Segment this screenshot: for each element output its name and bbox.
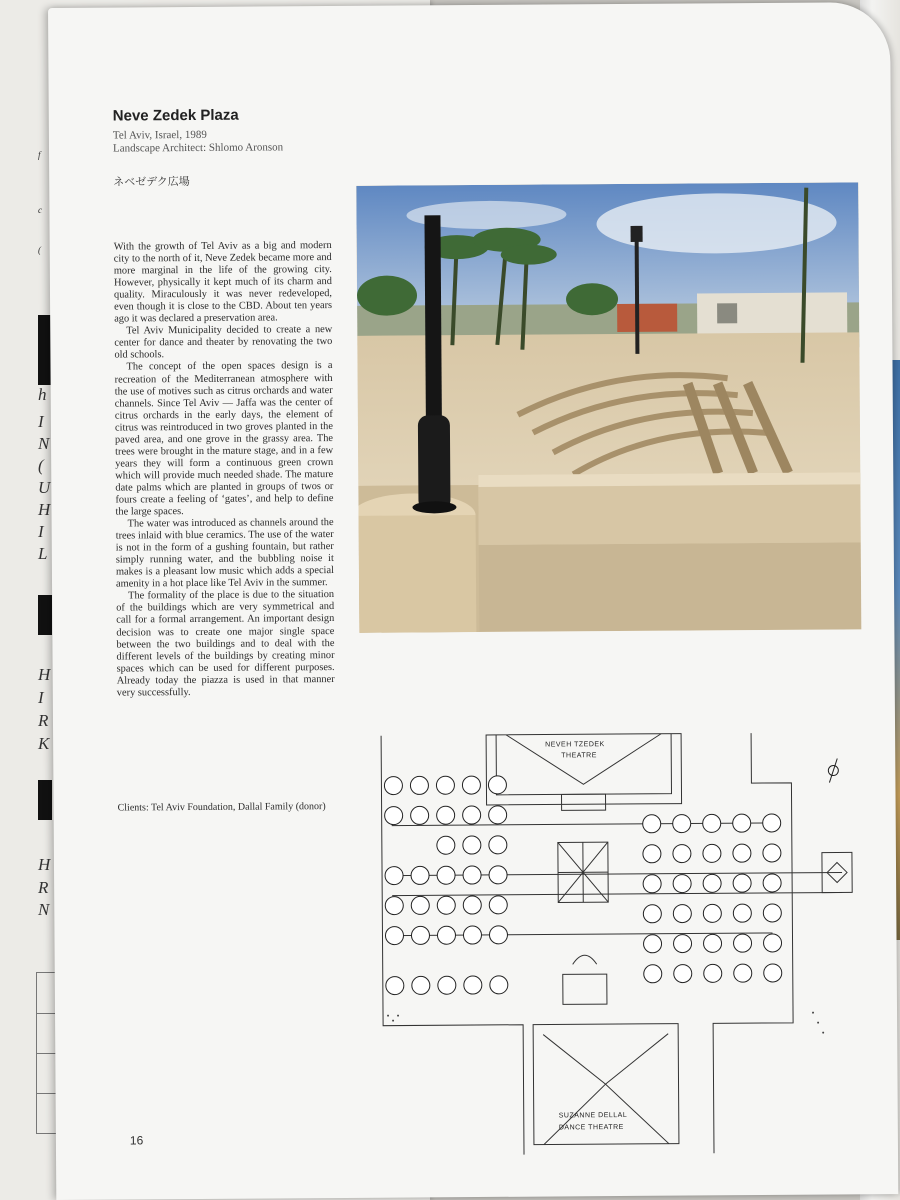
- article-body: [114, 240, 335, 699]
- tree-symbol: [763, 904, 781, 922]
- tree-symbol: [643, 935, 661, 953]
- location-year: Tel Aviv, Israel, 1989: [112, 128, 207, 142]
- north-arrow-icon: [828, 759, 838, 783]
- article-title: Neve Zedek Plaza: [112, 106, 239, 125]
- tree-symbol: [733, 814, 751, 832]
- page-fragment: H: [38, 665, 51, 684]
- black-tab: [38, 780, 52, 820]
- tree-symbol: [733, 934, 751, 952]
- paragraph: The concept of the open spaces design is a recreation of the Mediterranean atmosphere with the use of motives such as citrus orchards and water channels. Since Tel Aviv — Jaffa was the center of citrus orchards in the early days, the element of citrus was reintroduced in two groves planted in the paved area, and one grove in the grassy area. The trees were brought in the mature stage, and in a few years they will form a continuous green crown which will provide much needed shade. The mature date palms which are planted in groups of twos or fours create a feeling of ‘gates’, and help to define the large spaces.: [114, 360, 334, 518]
- paragraph: The formality of the place is due to the situation of the buildings which are very symmetrical and call for a formal arrangement. An important design decision was to create one major single space between the two buildings and to deal with the different levels of the buildings by creating minor spaces which can be used for different purposes. Already today the piazza is used in that manner very successfully.: [116, 589, 335, 699]
- site-plan: [371, 722, 864, 1155]
- page-fragment: c: [38, 205, 42, 215]
- tree-symbol: [411, 806, 429, 824]
- tree-symbol: [733, 844, 751, 862]
- page-fragment: (: [38, 456, 44, 475]
- tree-symbol: [489, 836, 507, 854]
- page-fragment: R: [38, 878, 49, 897]
- tree-symbol: [763, 934, 781, 952]
- plan-label-bottom-line2: DANCE THEATRE: [558, 1124, 624, 1132]
- page-fragment: I: [38, 688, 44, 707]
- magazine-page: [48, 2, 898, 1200]
- tree-symbol: [462, 776, 480, 794]
- tree-symbol: [438, 976, 456, 994]
- tree-symbol: [489, 806, 507, 824]
- tree-symbol: [733, 904, 751, 922]
- tree-symbol: [703, 814, 721, 832]
- tree-symbol: [643, 845, 661, 863]
- tree-symbol: [410, 776, 428, 794]
- tree-symbol: [673, 935, 691, 953]
- tree-symbol: [385, 867, 403, 885]
- tree-symbol: [464, 976, 482, 994]
- architect-credit: Landscape Architect: Shlomo Aronson: [112, 141, 284, 155]
- plan-label-top-line1: NEVEH TZEDEK: [545, 741, 605, 749]
- tree-symbol: [463, 866, 481, 884]
- tree-symbol: [437, 896, 455, 914]
- clients-credit: Clients: Tel Aviv Foundation, Dallal Family (donor): [117, 801, 326, 814]
- page-fragment: K: [38, 734, 50, 753]
- tree-symbol: [644, 965, 662, 983]
- tree-symbol: [411, 896, 429, 914]
- tree-symbol: [643, 875, 661, 893]
- tree-symbol: [386, 977, 404, 995]
- tree-symbol: [463, 896, 481, 914]
- tree-symbol: [704, 964, 722, 982]
- page-fragment: I: [38, 412, 44, 431]
- tree-symbol: [734, 964, 752, 982]
- tree-symbol: [764, 964, 782, 982]
- tree-symbol: [703, 844, 721, 862]
- page-fragment: (: [38, 245, 41, 255]
- tree-symbol: [437, 836, 455, 854]
- page-fragment: N: [38, 900, 50, 919]
- tree-symbol: [463, 836, 481, 854]
- tree-symbol: [643, 815, 661, 833]
- tree-symbol: [703, 934, 721, 952]
- tree-symbol: [673, 845, 691, 863]
- tree-symbol: [463, 806, 481, 824]
- plan-label-bottom-line1: SUZANNE DELLAL: [558, 1111, 628, 1120]
- page-fragment: L: [38, 544, 48, 563]
- paragraph: Tel Aviv Municipality decided to create a new center for dance and theater by renovating the two old schools.: [114, 324, 333, 361]
- paragraph: The water was introduced as channels around the trees inlaid with blue ceramics. The use of the water is not in the form of a gushing fountain, but rather simply running water, and the bubbling noise it makes is a pleasant low music which adds a special amenity in a hot place like Tel Aviv in the summer.: [115, 517, 334, 590]
- page-fragment: I: [38, 522, 44, 541]
- tree-symbol: [674, 965, 692, 983]
- tree-symbol: [490, 976, 508, 994]
- plaza-photo: [356, 182, 861, 632]
- tree-symbol: [488, 776, 506, 794]
- tree-symbol: [411, 866, 429, 884]
- tree-symbol: [463, 926, 481, 944]
- tree-symbol: [385, 807, 403, 825]
- tree-symbol: [436, 776, 454, 794]
- tree-symbol: [437, 806, 455, 824]
- page-fragment: N: [38, 434, 50, 453]
- tree-symbol: [385, 927, 403, 945]
- page-fragment: h: [38, 385, 47, 404]
- tree-symbol: [489, 866, 507, 884]
- japanese-title: ネベゼデク広場: [113, 175, 190, 189]
- tree-symbol: [673, 815, 691, 833]
- tree-symbol: [489, 896, 507, 914]
- tree-symbol: [703, 874, 721, 892]
- tree-symbol: [733, 874, 751, 892]
- plan-label-top-line2: THEATRE: [561, 752, 597, 760]
- paragraph: With the growth of Tel Aviv as a big and modern city to the north of it, Neve Zedek became more and more marginal in the life of the growing city. However, physically it kept much of its charm and quality. Miraculously it was never redeveloped, even though it is close to the CBD. About ten years ago it was declared a preservation area.: [113, 240, 333, 325]
- black-tab: [38, 595, 52, 635]
- tree-symbol: [437, 866, 455, 884]
- tree-symbol: [763, 844, 781, 862]
- tree-symbol: [763, 814, 781, 832]
- tree-symbol: [385, 897, 403, 915]
- tree-symbol: [384, 777, 402, 795]
- tree-symbol: [673, 905, 691, 923]
- page-fragment: U: [38, 478, 51, 497]
- page-fragment: H: [38, 500, 51, 519]
- tree-symbol: [412, 976, 430, 994]
- tree-symbol: [673, 875, 691, 893]
- tree-symbol: [437, 926, 455, 944]
- tree-symbol: [703, 904, 721, 922]
- page-fragment: H: [38, 855, 51, 874]
- page-number: 16: [129, 1133, 144, 1148]
- tree-symbol: [643, 905, 661, 923]
- tree-symbol: [763, 874, 781, 892]
- page-fragment: f: [38, 150, 41, 160]
- tree-symbol: [489, 926, 507, 944]
- page-fragment: R: [38, 711, 49, 730]
- tree-symbol: [411, 926, 429, 944]
